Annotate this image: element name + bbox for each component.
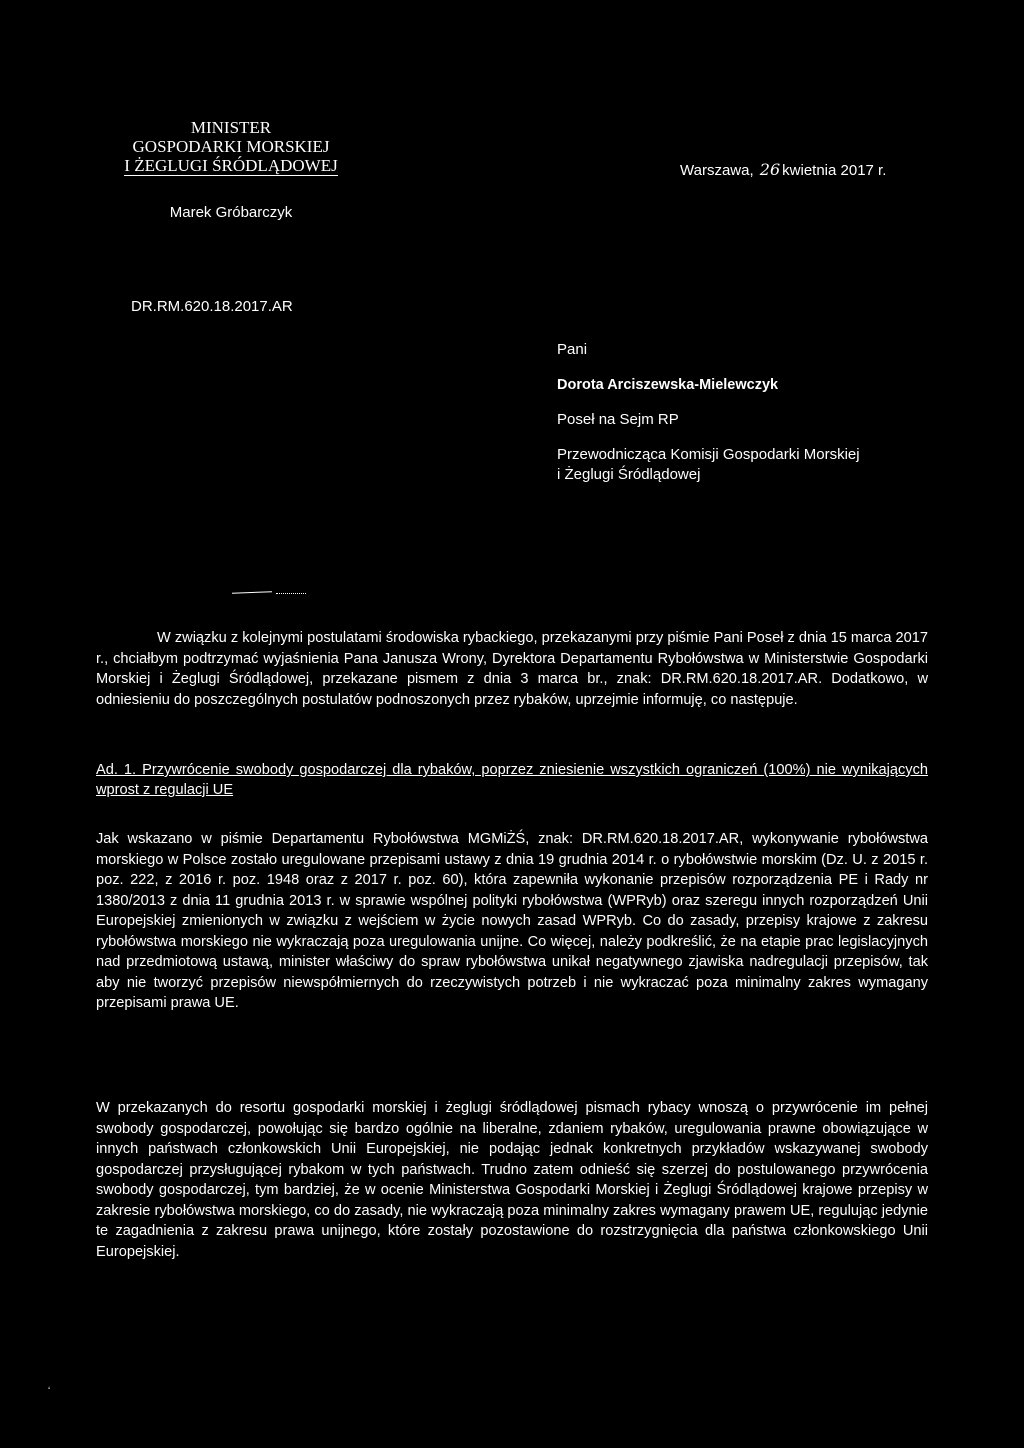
ministry-title-line1: MINISTER bbox=[190, 118, 272, 137]
handwritten-day: 26 bbox=[759, 160, 781, 179]
addressee-title: Poseł na Sejm RP bbox=[557, 411, 679, 428]
body-paragraph-3: W przekazanych do resortu gospodarki morskiej i żeglugi śródlądowej pismach rybacy wnoszą o przywrócenie im pełnej swobody gospodarczej, powołując się bardzo ogólnie na liberalne, zdaniem rybaków, uregulowania prawne obowiązujące w innych państwach członkowskich Unii Europejskiej, nie podając jednak konkretnych przykładów wskazywanej swobody gospodarczej przysługującej rybakom w tych państwach. Trudno zatem odnieść się szerzej do postulowanego przywrócenia swobody gospodarczej, tym bardziej, że w ocenie Ministerstwa Gospodarki Morskiej i Żeglugi Śródlądowej krajowe przepisy w zakresie rybołówstwa morskiego, co do zasady, nie wykraczają poza minimalny zakres wymagany prawem UE, regulując jedynie te zagadnienia z zakresu prawa unijnego, które zostały pozostawione do rozstrzygnięcia dla państwa członkowskiego Unii Europejskiej. bbox=[96, 1100, 928, 1260]
section-heading-ad1: Ad. 1. Przywrócenie swobody gospodarczej dla rybaków, poprzez zniesienie wszystkich ograniczeń (100%) nie wynikających wprost z regulacji UE bbox=[96, 762, 928, 798]
addressee-name: Dorota Arciszewska-Mielewczyk bbox=[557, 377, 779, 393]
place-date bbox=[680, 160, 886, 179]
ministry-header bbox=[96, 118, 366, 176]
addressee-block bbox=[557, 340, 860, 485]
signer-name: Marek Gróbarczyk bbox=[169, 204, 293, 221]
body-paragraph-1: W związku z kolejnymi postulatami środowiska rybackiego, przekazanymi przy piśmie Pani Poseł z dnia 15 marca 2017 r., chciałbym podtrzymać wyjaśnienia Pana Janusza Wrony, Dyrektora Departamentu Rybołówstwa w Ministerstwie Gospodarki Morskiej i Żeglugi Śródlądowej, przekazane pismem z dnia 3 marca br., znak: DR.RM.620.18.2017.AR. Dodatkowo, w odniesieniu do poszczególnych postulatów podnoszonych przez rybaków, uprzejmie informuję, co następuje. bbox=[96, 630, 928, 708]
reference-number: DR.RM.620.18.2017.AR bbox=[131, 298, 293, 315]
addressee-salutation: Pani bbox=[557, 341, 588, 358]
addressee-function-line1: Przewodnicząca Komisji Gospodarki Morskiej bbox=[557, 446, 860, 463]
place: Warszawa, bbox=[680, 162, 754, 179]
addressee-function-line2: i Żeglugi Śródlądowej bbox=[557, 466, 701, 483]
scan-mark bbox=[232, 592, 307, 594]
ministry-title-line3: I ŻEGLUGI ŚRÓDLĄDOWEJ bbox=[124, 156, 338, 175]
body-paragraph-2: Jak wskazano w piśmie Departamentu Rybołówstwa MGMiŻŚ, znak: DR.RM.620.18.2017.AR, wykonywanie rybołówstwa morskiego w Polsce zostało uregulowane przepisami ustawy z dnia 19 grudnia 2014 r. o rybołówstwie morskim (Dz. U. z 2015 r. poz. 222, z 2016 r. poz. 1948 oraz z 2017 r. poz. 60), która zapewniła wykonanie przepisów rozporządzenia PE i Rady nr 1380/2013 z dnia 11 grudnia 2013 r. w sprawie wspólnej polityki rybołówstwa (WPRyb) oraz szeregu innych rozporządzeń Unii Europejskiej zmienionych w związku z wejściem w życie nowych zasad WPRyb. Co do zasady, przepisy krajowe z zakresu rybołówstwa morskiego nie wykraczają poza uregulowania unijne. Co więcej, należy podkreślić, że na etapie prac legislacyjnych nad przedmiotową ustawą, minister właściwy do spraw rybołówstwa unikał negatywnego zjawiska nadregulacji przepisów, tak aby nie tworzyć przepisów niewspółmiernych do rzeczywistych potrzeb i nie wykraczać poza minimalny zakres wymagany przepisami prawa UE. bbox=[96, 831, 928, 1011]
footer-mark: ʻ bbox=[48, 1386, 51, 1397]
month-year: kwietnia 2017 r. bbox=[782, 162, 887, 179]
ministry-title-line2: GOSPODARKI MORSKIEJ bbox=[132, 137, 330, 156]
